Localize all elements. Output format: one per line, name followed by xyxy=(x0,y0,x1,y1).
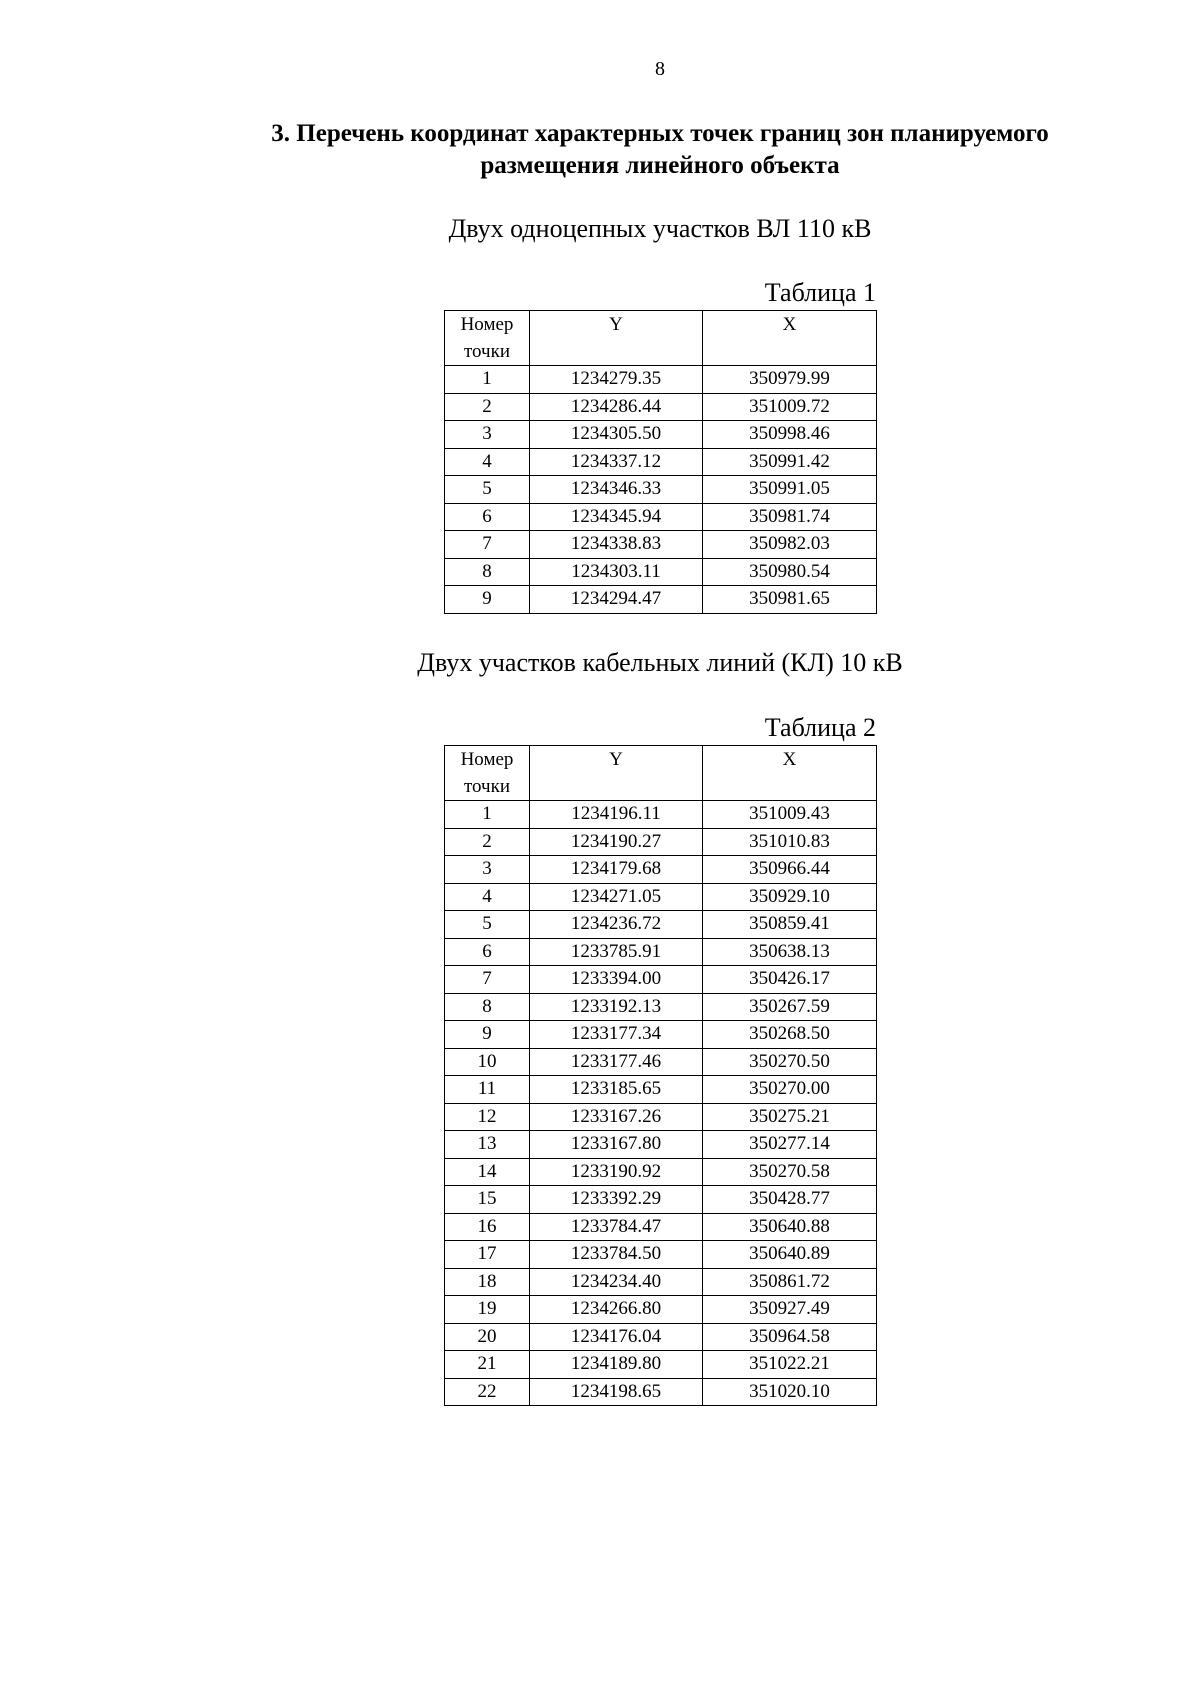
x-coordinate-cell: 350638.13 xyxy=(703,938,877,966)
y-coordinate-cell: 1233784.50 xyxy=(530,1241,703,1269)
table-row xyxy=(445,1378,877,1406)
table-row xyxy=(445,1296,877,1324)
point-number-cell: 22 xyxy=(445,1378,530,1406)
x-coordinate-cell: 350966.44 xyxy=(703,856,877,884)
y-coordinate-cell: 1233784.47 xyxy=(530,1213,703,1241)
table-row xyxy=(445,911,877,939)
y-coordinate-cell: 1234198.65 xyxy=(530,1378,703,1406)
column-header-y: Y xyxy=(530,311,703,366)
x-coordinate-cell: 350927.49 xyxy=(703,1296,877,1324)
point-number-cell: 6 xyxy=(445,938,530,966)
column-header-y: Y xyxy=(530,746,703,801)
point-number-cell: 3 xyxy=(445,421,530,449)
table-header-row xyxy=(445,746,877,801)
y-coordinate-cell: 1234179.68 xyxy=(530,856,703,884)
y-coordinate-cell: 1234345.94 xyxy=(530,503,703,531)
point-number-cell: 20 xyxy=(445,1323,530,1351)
table-row xyxy=(445,1323,877,1351)
table-row xyxy=(445,558,877,586)
table-row xyxy=(445,1213,877,1241)
point-number-cell: 7 xyxy=(445,531,530,559)
point-number-cell: 19 xyxy=(445,1296,530,1324)
point-number-cell: 9 xyxy=(445,1021,530,1049)
x-coordinate-cell: 350275.21 xyxy=(703,1103,877,1131)
y-coordinate-cell: 1234286.44 xyxy=(530,393,703,421)
point-number-cell: 18 xyxy=(445,1268,530,1296)
point-number-cell: 8 xyxy=(445,558,530,586)
point-number-cell: 12 xyxy=(445,1103,530,1131)
point-number-cell: 1 xyxy=(445,801,530,829)
x-coordinate-cell: 350859.41 xyxy=(703,911,877,939)
x-coordinate-cell: 350981.74 xyxy=(703,503,877,531)
y-coordinate-cell: 1234303.11 xyxy=(530,558,703,586)
point-number-cell: 11 xyxy=(445,1076,530,1104)
table-row xyxy=(445,448,877,476)
point-number-cell: 3 xyxy=(445,856,530,884)
y-coordinate-cell: 1234236.72 xyxy=(530,911,703,939)
x-coordinate-cell: 350981.65 xyxy=(703,586,877,614)
coordinates-table-1 xyxy=(444,310,877,614)
x-coordinate-cell: 350428.77 xyxy=(703,1186,877,1214)
point-number-cell: 10 xyxy=(445,1048,530,1076)
x-coordinate-cell: 350964.58 xyxy=(703,1323,877,1351)
table-row xyxy=(445,1048,877,1076)
table-row xyxy=(445,1351,877,1379)
point-number-cell: 2 xyxy=(445,393,530,421)
x-coordinate-cell: 350426.17 xyxy=(703,966,877,994)
point-number-cell: 6 xyxy=(445,503,530,531)
y-coordinate-cell: 1233785.91 xyxy=(530,938,703,966)
coordinates-table-2 xyxy=(444,745,877,1406)
x-coordinate-cell: 350277.14 xyxy=(703,1131,877,1159)
x-coordinate-cell: 350267.59 xyxy=(703,993,877,1021)
table-row xyxy=(445,1158,877,1186)
x-coordinate-cell: 350982.03 xyxy=(703,531,877,559)
table-row xyxy=(445,856,877,884)
x-coordinate-cell: 351009.43 xyxy=(703,801,877,829)
point-number-cell: 8 xyxy=(445,993,530,1021)
table-row xyxy=(445,531,877,559)
table-row xyxy=(445,993,877,1021)
y-coordinate-cell: 1233185.65 xyxy=(530,1076,703,1104)
table-1-subtitle: Двух одноцепных участков ВЛ 110 кВ xyxy=(448,214,872,243)
point-number-cell: 21 xyxy=(445,1351,530,1379)
y-coordinate-cell: 1233177.46 xyxy=(530,1048,703,1076)
y-coordinate-cell: 1234305.50 xyxy=(530,421,703,449)
table-row xyxy=(445,938,877,966)
x-coordinate-cell: 350979.99 xyxy=(703,366,877,394)
y-coordinate-cell: 1234271.05 xyxy=(530,883,703,911)
y-coordinate-cell: 1234176.04 xyxy=(530,1323,703,1351)
point-number-cell: 13 xyxy=(445,1131,530,1159)
column-header-x: X xyxy=(703,746,877,801)
table-row xyxy=(445,393,877,421)
table-row xyxy=(445,966,877,994)
point-number-cell: 2 xyxy=(445,828,530,856)
table-row xyxy=(445,421,877,449)
x-coordinate-cell: 350980.54 xyxy=(703,558,877,586)
table-row xyxy=(445,476,877,504)
point-number-cell: 4 xyxy=(445,883,530,911)
table-row xyxy=(445,1131,877,1159)
table-row xyxy=(445,503,877,531)
table-row xyxy=(445,801,877,829)
table-row xyxy=(445,1021,877,1049)
table-row xyxy=(445,586,877,614)
page-number: 8 xyxy=(655,58,665,80)
column-header-x: X xyxy=(703,311,877,366)
x-coordinate-cell: 350640.88 xyxy=(703,1213,877,1241)
point-number-cell: 5 xyxy=(445,476,530,504)
column-header-number: Номер точки xyxy=(445,746,530,801)
x-coordinate-cell: 350268.50 xyxy=(703,1021,877,1049)
y-coordinate-cell: 1233167.26 xyxy=(530,1103,703,1131)
table-row xyxy=(445,1241,877,1269)
table-row xyxy=(445,1268,877,1296)
y-coordinate-cell: 1234266.80 xyxy=(530,1296,703,1324)
point-number-cell: 5 xyxy=(445,911,530,939)
y-coordinate-cell: 1234234.40 xyxy=(530,1268,703,1296)
x-coordinate-cell: 350929.10 xyxy=(703,883,877,911)
table-1-caption: Таблица 1 xyxy=(764,278,876,307)
x-coordinate-cell: 350861.72 xyxy=(703,1268,877,1296)
x-coordinate-cell: 351022.21 xyxy=(703,1351,877,1379)
table-row xyxy=(445,1186,877,1214)
y-coordinate-cell: 1234338.83 xyxy=(530,531,703,559)
table-row xyxy=(445,828,877,856)
x-coordinate-cell: 350998.46 xyxy=(703,421,877,449)
point-number-cell: 14 xyxy=(445,1158,530,1186)
x-coordinate-cell: 350270.00 xyxy=(703,1076,877,1104)
y-coordinate-cell: 1234337.12 xyxy=(530,448,703,476)
table-row xyxy=(445,883,877,911)
table-2-caption: Таблица 2 xyxy=(764,713,876,742)
y-coordinate-cell: 1233177.34 xyxy=(530,1021,703,1049)
table-row xyxy=(445,366,877,394)
table-2-subtitle: Двух участков кабельных линий (КЛ) 10 кВ xyxy=(417,648,903,677)
y-coordinate-cell: 1234189.80 xyxy=(530,1351,703,1379)
x-coordinate-cell: 350640.89 xyxy=(703,1241,877,1269)
point-number-cell: 17 xyxy=(445,1241,530,1269)
y-coordinate-cell: 1233190.92 xyxy=(530,1158,703,1186)
point-number-cell: 15 xyxy=(445,1186,530,1214)
section-title: 3. Перечень координат характерных точек границ зон планируемого размещения линейного объекта xyxy=(271,120,1049,179)
table-row xyxy=(445,1103,877,1131)
x-coordinate-cell: 350270.50 xyxy=(703,1048,877,1076)
y-coordinate-cell: 1234196.11 xyxy=(530,801,703,829)
point-number-cell: 7 xyxy=(445,966,530,994)
column-header-number: Номер точки xyxy=(445,311,530,366)
y-coordinate-cell: 1233394.00 xyxy=(530,966,703,994)
y-coordinate-cell: 1233192.13 xyxy=(530,993,703,1021)
table-header-row xyxy=(445,311,877,366)
x-coordinate-cell: 351009.72 xyxy=(703,393,877,421)
point-number-cell: 16 xyxy=(445,1213,530,1241)
x-coordinate-cell: 350991.42 xyxy=(703,448,877,476)
x-coordinate-cell: 350270.58 xyxy=(703,1158,877,1186)
y-coordinate-cell: 1234294.47 xyxy=(530,586,703,614)
y-coordinate-cell: 1234279.35 xyxy=(530,366,703,394)
point-number-cell: 4 xyxy=(445,448,530,476)
y-coordinate-cell: 1233392.29 xyxy=(530,1186,703,1214)
y-coordinate-cell: 1234190.27 xyxy=(530,828,703,856)
x-coordinate-cell: 350991.05 xyxy=(703,476,877,504)
x-coordinate-cell: 351010.83 xyxy=(703,828,877,856)
y-coordinate-cell: 1233167.80 xyxy=(530,1131,703,1159)
table-row xyxy=(445,1076,877,1104)
y-coordinate-cell: 1234346.33 xyxy=(530,476,703,504)
point-number-cell: 9 xyxy=(445,586,530,614)
point-number-cell: 1 xyxy=(445,366,530,394)
x-coordinate-cell: 351020.10 xyxy=(703,1378,877,1406)
